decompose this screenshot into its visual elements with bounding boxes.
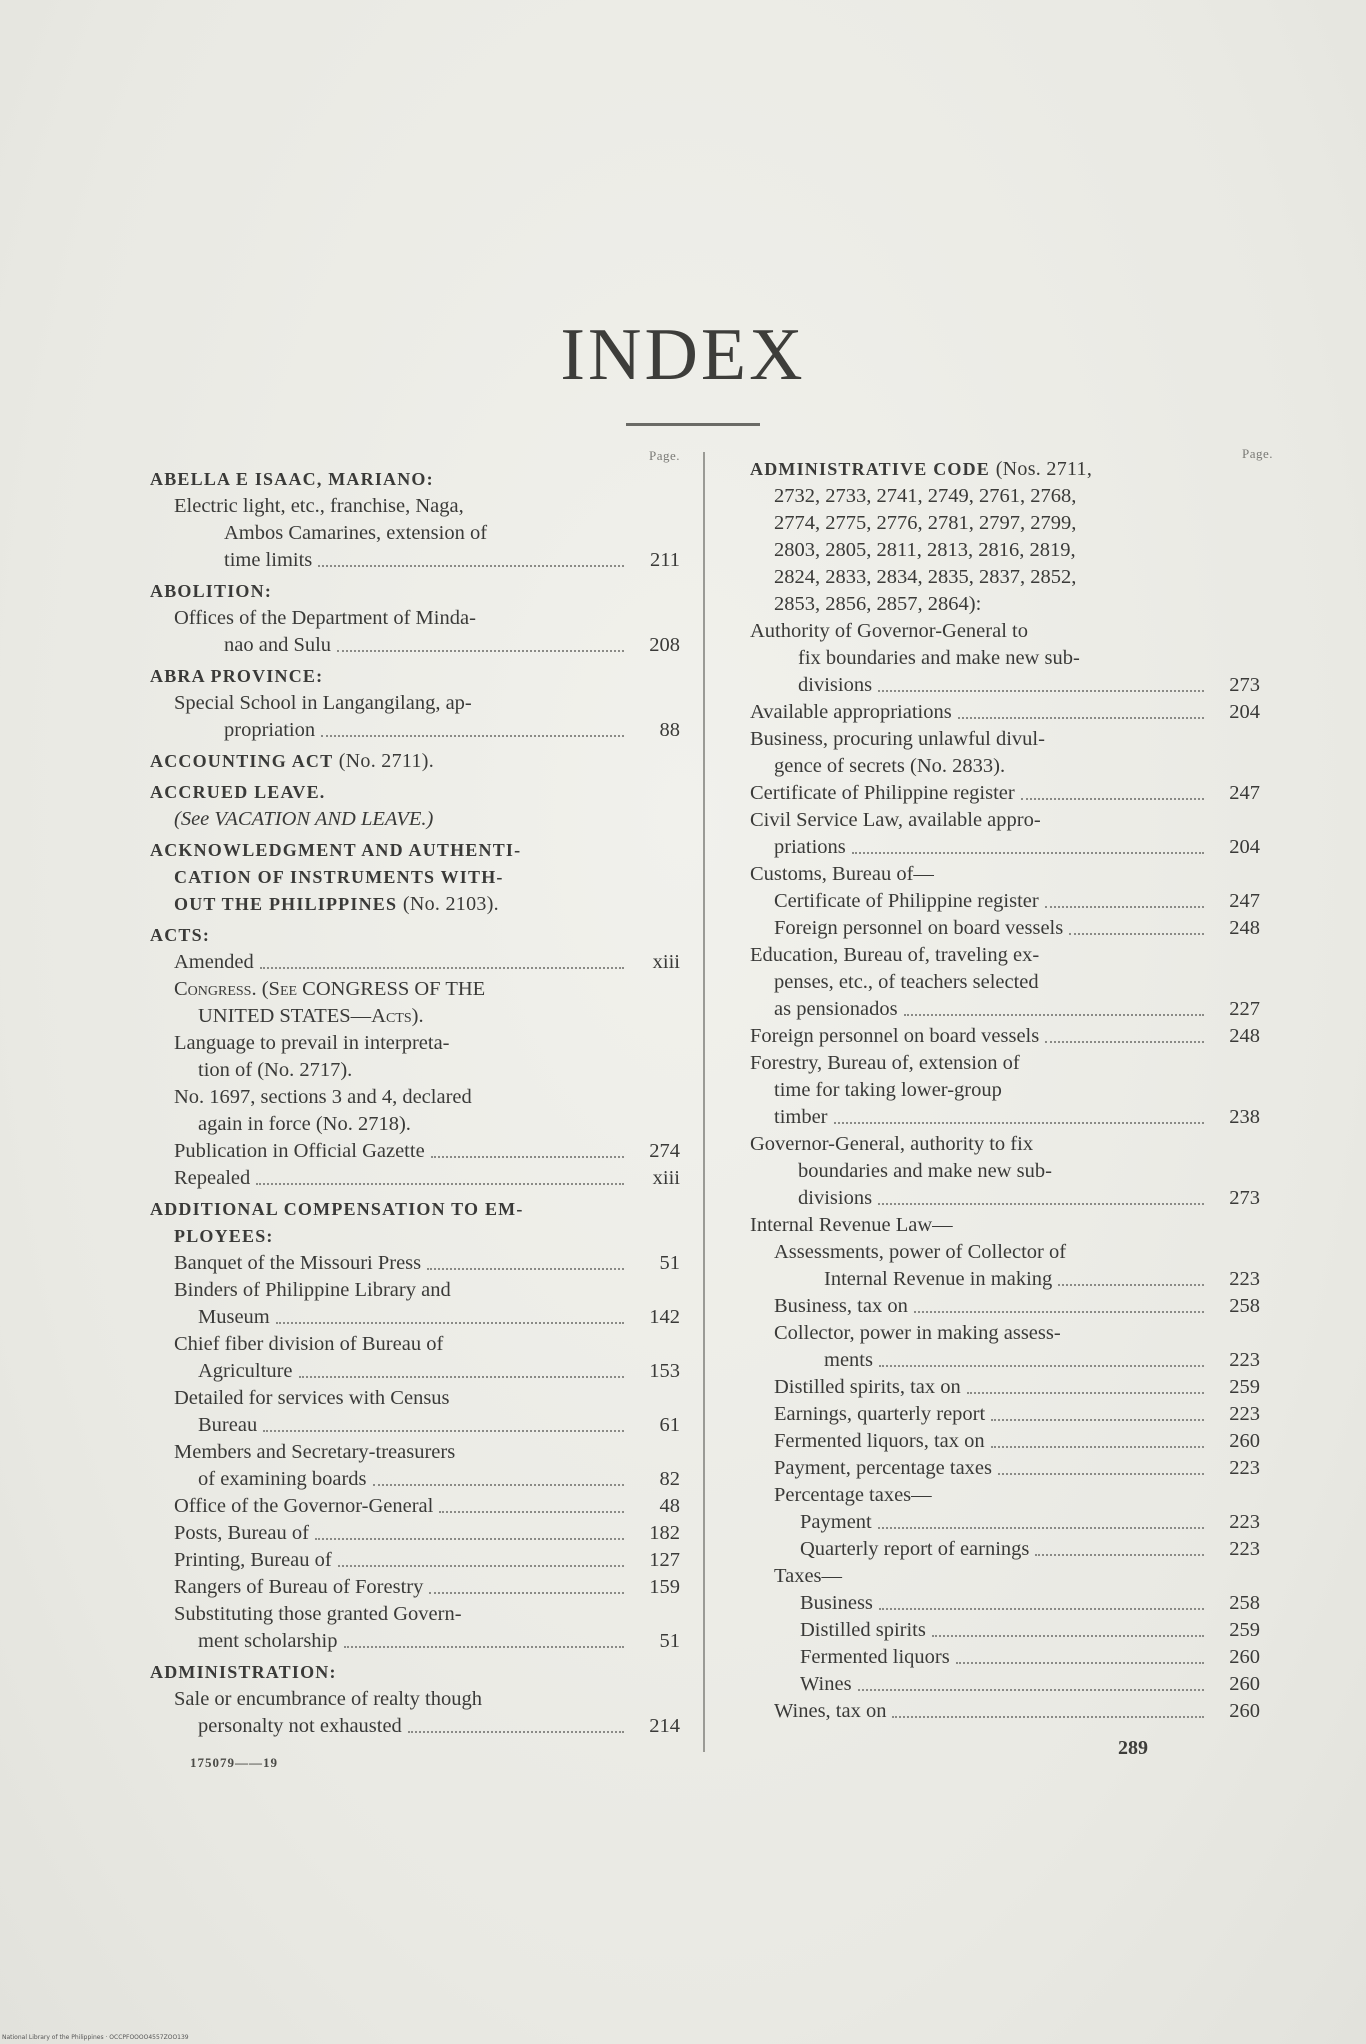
index-row bbox=[750, 1644, 1260, 1671]
page-ref: 248 bbox=[1229, 917, 1260, 939]
index-subentry: tion of (No. 2717). bbox=[198, 1059, 353, 1081]
leader-dots bbox=[1069, 933, 1204, 935]
leader-dots bbox=[878, 1527, 1204, 1529]
index-subentry: gence of secrets (No. 2833). bbox=[774, 755, 1006, 777]
act-numbers-cont: 2824, 2833, 2834, 2835, 2837, 2852, bbox=[774, 566, 1077, 588]
act-number: (No. 2711). bbox=[338, 750, 435, 772]
index-row bbox=[750, 1617, 1260, 1644]
signature-mark: 175079——19 bbox=[190, 1755, 278, 1770]
leader-dots bbox=[427, 1268, 624, 1270]
page-ref: 259 bbox=[1229, 1619, 1260, 1641]
index-text: Internal Revenue in making bbox=[824, 1268, 1053, 1290]
leader-dots bbox=[1045, 1041, 1204, 1043]
index-heading: ACKNOWLEDGMENT AND AUTHENTI- bbox=[150, 840, 522, 860]
index-row bbox=[150, 1574, 680, 1601]
leader-dots bbox=[431, 1156, 624, 1158]
leader-dots bbox=[858, 1689, 1204, 1691]
page-ref: 48 bbox=[659, 1495, 680, 1517]
leader-dots bbox=[998, 1473, 1204, 1475]
index-row bbox=[750, 915, 1260, 942]
index-row bbox=[750, 1023, 1260, 1050]
leader-dots bbox=[991, 1446, 1204, 1448]
index-row bbox=[150, 1138, 680, 1165]
leader-dots bbox=[878, 1203, 1204, 1205]
index-subentry: Governor-General, authority to fix bbox=[750, 1133, 1034, 1155]
index-text: Posts, Bureau of bbox=[174, 1522, 309, 1544]
index-row bbox=[150, 1250, 680, 1277]
leader-dots bbox=[321, 735, 624, 737]
index-text: Banquet of the Missouri Press bbox=[174, 1252, 422, 1274]
page-ref: 238 bbox=[1229, 1106, 1260, 1128]
index-text: Certificate of Philippine register bbox=[750, 782, 1015, 804]
leader-dots bbox=[1058, 1284, 1204, 1286]
leader-dots bbox=[852, 852, 1204, 854]
index-heading-cont bbox=[150, 891, 680, 918]
index-text: Foreign personnel on board vessels bbox=[774, 917, 1064, 939]
page-ref: 204 bbox=[1229, 701, 1260, 723]
index-row bbox=[750, 1590, 1260, 1617]
index-row bbox=[750, 1671, 1260, 1698]
leader-dots bbox=[318, 565, 624, 567]
page-ref: 127 bbox=[649, 1549, 680, 1571]
index-row bbox=[750, 1509, 1260, 1536]
leader-dots bbox=[1021, 798, 1204, 800]
page-ref: 260 bbox=[1229, 1430, 1260, 1452]
index-row bbox=[150, 1493, 680, 1520]
index-text: Amended bbox=[174, 951, 254, 973]
index-subentry: Ambos Camarines, extension of bbox=[224, 522, 488, 544]
right-column bbox=[750, 446, 1273, 1725]
index-subentry: Special School in Langangilang, ap- bbox=[174, 692, 472, 714]
leader-dots bbox=[338, 1565, 624, 1567]
index-text: Rangers of Bureau of Forestry bbox=[174, 1576, 424, 1598]
page-ref: 273 bbox=[1229, 674, 1260, 696]
index-row bbox=[150, 1358, 680, 1385]
act-numbers: (Nos. 2711, bbox=[995, 458, 1093, 480]
title-underline bbox=[626, 423, 760, 426]
page-column-heading: Page. bbox=[648, 448, 680, 463]
column-divider bbox=[703, 452, 705, 1752]
leader-dots bbox=[263, 1430, 624, 1432]
index-subentry: Authority of Governor-General to bbox=[750, 620, 1028, 642]
index-row bbox=[750, 1536, 1260, 1563]
index-text: Business bbox=[800, 1592, 873, 1614]
page-ref: 273 bbox=[1229, 1187, 1260, 1209]
index-text: Museum bbox=[198, 1306, 270, 1328]
index-row bbox=[750, 1698, 1260, 1725]
see-reference: (See VACATION AND LEAVE.) bbox=[174, 808, 434, 830]
page-ref: 260 bbox=[1229, 1700, 1260, 1722]
index-subentry: time for taking lower-group bbox=[774, 1079, 1002, 1101]
index-subentry: Collector, power in making assess- bbox=[774, 1322, 1061, 1344]
act-numbers-cont: 2853, 2856, 2857, 2864): bbox=[774, 593, 982, 615]
index-row bbox=[150, 1466, 680, 1493]
index-text: Bureau bbox=[198, 1414, 258, 1436]
leader-dots bbox=[337, 650, 624, 652]
page-ref: 223 bbox=[1229, 1511, 1260, 1533]
index-subentry: boundaries and make new sub- bbox=[798, 1160, 1052, 1182]
act-numbers-cont: 2803, 2805, 2811, 2813, 2816, 2819, bbox=[774, 539, 1076, 561]
index-text: Payment, percentage taxes bbox=[774, 1457, 993, 1479]
index-subentry: Chief fiber division of Bureau of bbox=[174, 1333, 444, 1355]
index-text: propriation bbox=[224, 719, 316, 741]
leader-dots bbox=[834, 1122, 1204, 1124]
index-row bbox=[750, 1401, 1260, 1428]
index-heading: ABRA PROVINCE: bbox=[150, 666, 324, 686]
index-subentry: Sale or encumbrance of realty though bbox=[174, 1688, 482, 1710]
index-text: Office of the Governor-General bbox=[174, 1495, 434, 1517]
page-ref: 153 bbox=[649, 1360, 680, 1382]
index-text: Printing, Bureau of bbox=[174, 1549, 332, 1571]
index-text: priations bbox=[774, 836, 846, 858]
index-text: nao and Sulu bbox=[224, 634, 332, 656]
page-ref: 51 bbox=[659, 1630, 680, 1652]
index-row bbox=[150, 717, 680, 744]
page-ref: 223 bbox=[1229, 1403, 1260, 1425]
page-ref: 61 bbox=[659, 1414, 680, 1436]
index-subentry: fix boundaries and make new sub- bbox=[798, 647, 1080, 669]
index-heading-cont: PLOYEES: bbox=[174, 1226, 274, 1246]
index-heading-cont: CATION OF INSTRUMENTS WITH- bbox=[174, 867, 504, 887]
leader-dots bbox=[932, 1635, 1204, 1637]
leader-dots bbox=[408, 1731, 624, 1733]
page-ref: 258 bbox=[1229, 1592, 1260, 1614]
index-subentry: Members and Secretary-treasurers bbox=[174, 1441, 456, 1463]
index-text: Fermented liquors bbox=[800, 1646, 950, 1668]
index-text: Wines, tax on bbox=[774, 1700, 887, 1722]
index-row bbox=[750, 672, 1260, 699]
index-row bbox=[750, 780, 1260, 807]
page-title: INDEX bbox=[560, 314, 806, 396]
index-text: ments bbox=[824, 1349, 873, 1371]
index-subentry: Business, procuring unlawful divul- bbox=[750, 728, 1045, 750]
leader-dots bbox=[1035, 1554, 1204, 1556]
index-subentry: Internal Revenue Law— bbox=[750, 1214, 953, 1236]
leader-dots bbox=[892, 1716, 1204, 1718]
index-subentry: again in force (No. 2718). bbox=[198, 1113, 411, 1135]
page-ref: xiii bbox=[652, 1167, 680, 1189]
page-ref: 223 bbox=[1229, 1538, 1260, 1560]
leader-dots bbox=[956, 1662, 1204, 1664]
leader-dots bbox=[904, 1014, 1204, 1016]
leader-dots bbox=[276, 1322, 624, 1324]
index-subentry: No. 1697, sections 3 and 4, declared bbox=[174, 1086, 472, 1108]
index-row bbox=[750, 1293, 1260, 1320]
index-text: Certificate of Philippine register bbox=[774, 890, 1039, 912]
index-subentry: Binders of Philippine Library and bbox=[174, 1279, 451, 1301]
page-ref: 223 bbox=[1229, 1457, 1260, 1479]
index-subentry: Language to prevail in interpreta- bbox=[174, 1032, 450, 1054]
left-column bbox=[150, 448, 680, 1740]
page-ref: 258 bbox=[1229, 1295, 1260, 1317]
page-ref: 51 bbox=[659, 1252, 680, 1274]
leader-dots bbox=[299, 1376, 625, 1378]
index-text: personalty not exhausted bbox=[198, 1715, 402, 1737]
page-ref: 159 bbox=[649, 1576, 680, 1598]
index-row bbox=[150, 1628, 680, 1655]
heading-text: ADMINISTRATIVE CODE bbox=[750, 459, 990, 479]
index-text: Distilled spirits, tax on bbox=[774, 1376, 961, 1398]
leader-dots bbox=[991, 1419, 1204, 1421]
index-text: Quarterly report of earnings bbox=[800, 1538, 1030, 1560]
index-subentry: Offices of the Department of Minda- bbox=[174, 607, 476, 629]
index-text: Distilled spirits bbox=[800, 1619, 926, 1641]
leader-dots bbox=[429, 1592, 624, 1594]
index-subentry: Congress. (See CONGRESS OF THE bbox=[174, 978, 486, 1000]
index-row bbox=[150, 1304, 680, 1331]
page-ref: 211 bbox=[650, 549, 680, 571]
index-row bbox=[750, 1185, 1260, 1212]
heading-text: OUT THE PHILIPPINES bbox=[174, 894, 398, 914]
index-heading: ACCRUED LEAVE. bbox=[150, 782, 326, 802]
index-subentry: Substituting those granted Govern- bbox=[174, 1603, 462, 1625]
page-ref: 82 bbox=[659, 1468, 680, 1490]
leader-dots bbox=[1045, 906, 1204, 908]
index-row bbox=[750, 1455, 1260, 1482]
leader-dots bbox=[878, 690, 1204, 692]
index-row bbox=[750, 1374, 1260, 1401]
page-ref: 182 bbox=[649, 1522, 680, 1544]
index-row bbox=[150, 1412, 680, 1439]
index-row bbox=[150, 1713, 680, 1740]
index-row bbox=[150, 1520, 680, 1547]
page-ref: 274 bbox=[649, 1140, 680, 1162]
page-ref: 88 bbox=[659, 719, 680, 741]
page-ref: 142 bbox=[649, 1306, 680, 1328]
index-text: Publication in Official Gazette bbox=[174, 1140, 425, 1162]
index-row bbox=[750, 996, 1260, 1023]
page-ref: 204 bbox=[1229, 836, 1260, 858]
index-text: Earnings, quarterly report bbox=[774, 1403, 986, 1425]
index-text: divisions bbox=[798, 674, 873, 696]
index-subentry: Percentage taxes— bbox=[774, 1484, 932, 1506]
page-ref: 247 bbox=[1229, 782, 1260, 804]
index-heading bbox=[150, 748, 680, 775]
index-row bbox=[750, 1347, 1260, 1374]
index-subentry: Civil Service Law, available appro- bbox=[750, 809, 1041, 831]
index-row bbox=[150, 949, 680, 976]
index-text: Foreign personnel on board vessels bbox=[750, 1025, 1040, 1047]
leader-dots bbox=[256, 1183, 624, 1185]
index-subentry: Assessments, power of Collector of bbox=[774, 1241, 1067, 1263]
index-heading: ABELLA E ISAAC, MARIANO: bbox=[150, 469, 434, 489]
act-numbers-cont: 2774, 2775, 2776, 2781, 2797, 2799, bbox=[774, 512, 1077, 534]
index-subentry: UNITED STATES—Acts). bbox=[198, 1005, 424, 1027]
index-text: Fermented liquors, tax on bbox=[774, 1430, 985, 1452]
leader-dots bbox=[967, 1392, 1204, 1394]
index-heading: ACTS: bbox=[150, 925, 211, 945]
heading-text: ACCOUNTING ACT bbox=[150, 751, 333, 771]
index-row bbox=[750, 1266, 1260, 1293]
index-subentry: Education, Bureau of, traveling ex- bbox=[750, 944, 1040, 966]
page-ref: 247 bbox=[1229, 890, 1260, 912]
index-row bbox=[150, 1547, 680, 1574]
index-text: Business, tax on bbox=[774, 1295, 908, 1317]
index-subentry: Electric light, etc., franchise, Naga, bbox=[174, 495, 464, 517]
index-heading: ADMINISTRATION: bbox=[150, 1662, 337, 1682]
index-heading: ABOLITION: bbox=[150, 581, 273, 601]
page-ref: 208 bbox=[649, 634, 680, 656]
index-row bbox=[150, 1165, 680, 1192]
leader-dots bbox=[373, 1484, 624, 1486]
index-heading bbox=[750, 456, 1260, 483]
leader-dots bbox=[958, 717, 1204, 719]
page-ref: 259 bbox=[1229, 1376, 1260, 1398]
page-ref: 260 bbox=[1229, 1673, 1260, 1695]
leader-dots bbox=[315, 1538, 624, 1540]
leader-dots bbox=[439, 1511, 624, 1513]
index-subentry: Forestry, Bureau of, extension of bbox=[750, 1052, 1020, 1074]
index-text: Agriculture bbox=[198, 1360, 293, 1382]
page-ref: 214 bbox=[649, 1715, 680, 1737]
index-subentry: Customs, Bureau of— bbox=[750, 863, 934, 885]
index-text: Available appropriations bbox=[750, 701, 952, 723]
index-row bbox=[150, 632, 680, 659]
index-row bbox=[750, 888, 1260, 915]
index-text: time limits bbox=[224, 549, 313, 571]
leader-dots bbox=[344, 1646, 625, 1648]
index-text: of examining boards bbox=[198, 1468, 367, 1490]
index-heading: ADDITIONAL COMPENSATION TO EM- bbox=[150, 1199, 524, 1219]
index-text: divisions bbox=[798, 1187, 873, 1209]
index-row bbox=[750, 1428, 1260, 1455]
page-ref: 227 bbox=[1229, 998, 1260, 1020]
leader-dots bbox=[879, 1365, 1204, 1367]
index-text: Wines bbox=[800, 1673, 852, 1695]
index-text: Payment bbox=[800, 1511, 872, 1533]
scan-source-label: National Library of the Philippines · OCCPFOOOO4557ZOO139 bbox=[2, 2034, 189, 2041]
index-subentry: Taxes— bbox=[774, 1565, 843, 1587]
index-row bbox=[750, 699, 1260, 726]
index-row bbox=[750, 834, 1260, 861]
index-row bbox=[750, 1104, 1260, 1131]
act-numbers-cont: 2732, 2733, 2741, 2749, 2761, 2768, bbox=[774, 485, 1077, 507]
index-subentry: penses, etc., of teachers selected bbox=[774, 971, 1039, 993]
leader-dots bbox=[879, 1608, 1204, 1610]
index-subentry: Detailed for services with Census bbox=[174, 1387, 450, 1409]
page-ref: 223 bbox=[1229, 1349, 1260, 1371]
leader-dots bbox=[260, 967, 624, 969]
act-number: (No. 2103). bbox=[402, 893, 499, 915]
leader-dots bbox=[914, 1311, 1204, 1313]
page-ref: 223 bbox=[1229, 1268, 1260, 1290]
page-ref: 260 bbox=[1229, 1646, 1260, 1668]
index-text: ment scholarship bbox=[198, 1630, 338, 1652]
index-row bbox=[150, 547, 680, 574]
page-ref: xiii bbox=[652, 951, 680, 973]
index-text: timber bbox=[774, 1106, 828, 1128]
page-column-heading: Page. bbox=[1241, 446, 1273, 461]
index-text: Repealed bbox=[174, 1167, 251, 1189]
index-text: as pensionados bbox=[774, 998, 898, 1020]
page-number: 289 bbox=[1118, 1737, 1148, 1759]
page-ref: 248 bbox=[1229, 1025, 1260, 1047]
